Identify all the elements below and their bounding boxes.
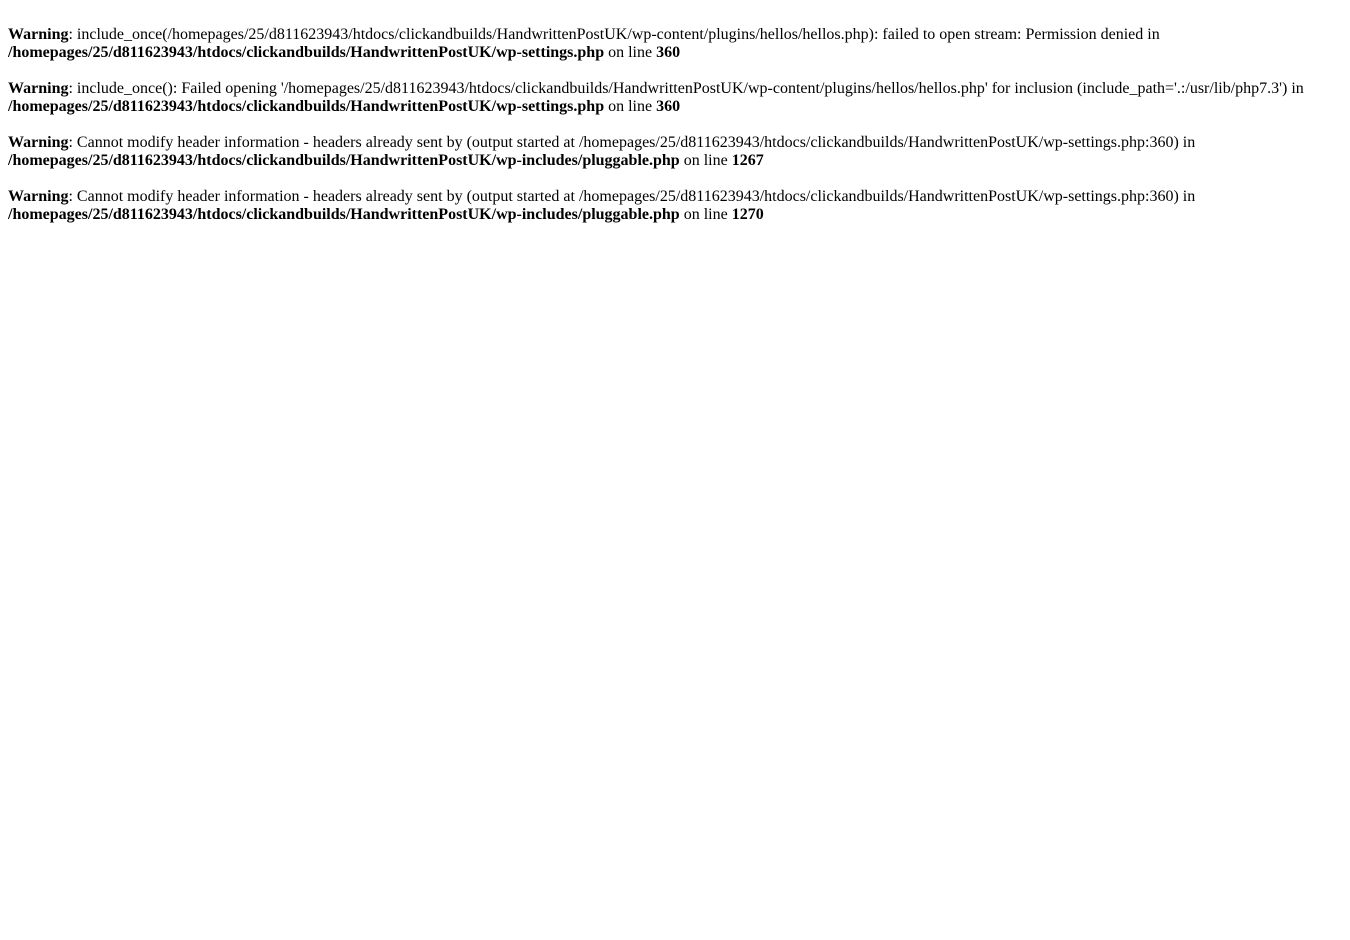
warning-label: Warning: [8, 188, 69, 205]
warning-line-number: 1267: [731, 152, 764, 169]
warning-file-path: /homepages/25/d811623943/htdocs/clickandbuilds/HandwrittenPostUK/wp-includes/pluggable.php: [8, 152, 680, 169]
warning-message: : include_once(/homepages/25/d811623943/htdocs/clickandbuilds/HandwrittenPostUK/wp-content/plugins/hellos/hellos.php): failed to open stream: Permission denied in: [68, 26, 1160, 43]
warning-file-path: /homepages/25/d811623943/htdocs/clickandbuilds/HandwrittenPostUK/wp-settings.php: [8, 98, 605, 115]
warning-label: Warning: [8, 134, 69, 151]
warning-on-line-text: on line: [679, 152, 732, 169]
warning-file-path: /homepages/25/d811623943/htdocs/clickandbuilds/HandwrittenPostUK/wp-settings.php: [8, 44, 605, 61]
php-warning: [8, 26, 1342, 62]
warning-label: Warning: [8, 26, 69, 43]
warning-line-number: 360: [656, 44, 681, 61]
warning-label: Warning: [8, 80, 69, 97]
php-warning: [8, 80, 1342, 116]
warning-on-line-text: on line: [679, 206, 732, 223]
warning-on-line-text: on line: [604, 98, 657, 115]
warning-message: : Cannot modify header information - headers already sent by (output started at /homepages/25/d811623943/htdocs/clickandbuilds/HandwrittenPostUK/wp-settings.php:360) in: [68, 134, 1196, 151]
warning-message: : include_once(): Failed opening '/homepages/25/d811623943/htdocs/clickandbuilds/HandwrittenPostUK/wp-content/plugins/hellos/hellos.php' for inclusion (include_path='.:/usr/lib/php7.3') in: [68, 80, 1304, 97]
php-warning: [8, 188, 1342, 224]
php-warning: [8, 134, 1342, 170]
warning-message: : Cannot modify header information - headers already sent by (output started at /homepages/25/d811623943/htdocs/clickandbuilds/HandwrittenPostUK/wp-settings.php:360) in: [68, 188, 1196, 205]
warning-file-path: /homepages/25/d811623943/htdocs/clickandbuilds/HandwrittenPostUK/wp-includes/pluggable.php: [8, 206, 680, 223]
warning-on-line-text: on line: [604, 44, 657, 61]
warning-line-number: 1270: [731, 206, 764, 223]
warning-line-number: 360: [656, 98, 681, 115]
